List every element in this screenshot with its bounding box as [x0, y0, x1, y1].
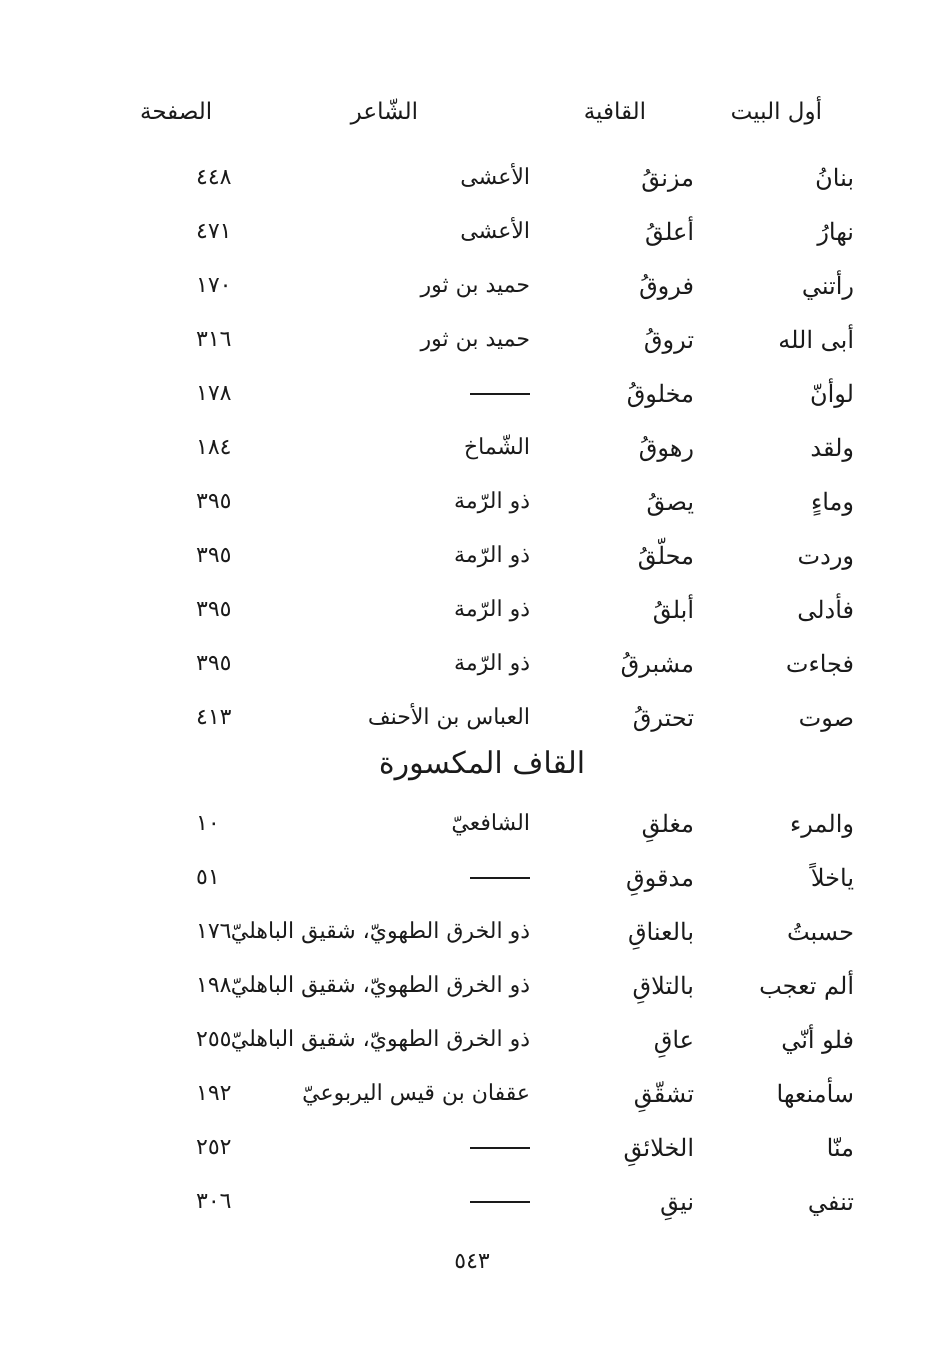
table-row — [0, 644, 944, 684]
rhyme: مغلقِ — [641, 810, 694, 838]
page-ref: ٣٩٥ — [196, 543, 232, 568]
table-row — [0, 1128, 944, 1168]
rhyme: الخلائقِ — [623, 1134, 694, 1162]
rhyme: محلّقُ — [637, 542, 694, 570]
first-word: ألم تعجب — [759, 972, 854, 1000]
page-ref: ١٧٠ — [196, 273, 232, 298]
poet: الأعشى — [460, 165, 530, 190]
table-row — [0, 590, 944, 630]
unknown-poet-dash — [470, 393, 530, 395]
table-row — [0, 858, 944, 898]
poet: عقفان بن قيس اليربوعيّ — [302, 1081, 530, 1106]
page-ref: ٤٧١ — [196, 219, 232, 244]
first-word: حسبتُ — [786, 918, 854, 946]
column-header — [0, 92, 944, 132]
table-row — [0, 266, 944, 306]
first-word: تنفي — [807, 1188, 854, 1216]
table-row — [0, 482, 944, 522]
poet: ذو الخرق الطهويّ، شقيق الباهليّ — [230, 973, 530, 998]
header-first-word: أول البيت — [730, 99, 822, 125]
rhyme: مزنقُ — [641, 164, 694, 192]
rhyme: تروقُ — [643, 326, 694, 354]
table-row — [0, 1182, 944, 1222]
first-word: فأدلى — [797, 596, 854, 624]
rhyme: أبلقُ — [652, 596, 694, 624]
page-ref: ٢٥٥ — [196, 1027, 232, 1052]
first-word: بنانُ — [815, 164, 854, 192]
first-word: لوأنّ — [809, 380, 854, 408]
section-title — [0, 742, 944, 786]
page-ref: ٢٥٢ — [196, 1135, 232, 1160]
poet — [470, 374, 530, 414]
table-row — [0, 698, 944, 738]
poet: ذو الرّمة — [454, 651, 530, 676]
table-row — [0, 912, 944, 952]
poet — [470, 858, 530, 898]
rhyme: أعلقُ — [645, 218, 694, 246]
first-word: والمرء — [790, 810, 854, 838]
page-ref: ١٩٢ — [196, 1081, 232, 1106]
rhyme: مخلوقُ — [626, 380, 694, 408]
page-ref: ١٠ — [196, 811, 220, 836]
page-ref: ٣١٦ — [196, 327, 232, 352]
poet: ذو الخرق الطهويّ، شقيق الباهليّ — [230, 1027, 530, 1052]
first-word: فلو أنّي — [781, 1026, 854, 1054]
rhyme: نيقِ — [660, 1188, 694, 1216]
first-word: ولقد — [810, 434, 854, 462]
page-ref: ٣٩٥ — [196, 597, 232, 622]
poet: ذو الخرق الطهويّ، شقيق الباهليّ — [230, 919, 530, 944]
table-row — [0, 320, 944, 360]
unknown-poet-dash — [470, 1201, 530, 1203]
first-word: ياخلاً — [810, 864, 854, 892]
table-row — [0, 158, 944, 198]
header-poet: الشّاعر — [350, 99, 418, 125]
first-word: وماءٍ — [810, 488, 854, 516]
first-word: منّا — [826, 1134, 854, 1162]
page-ref: ٤١٣ — [196, 705, 232, 730]
rhyme: بالعناقِ — [627, 918, 694, 946]
header-rhyme: القافية — [583, 99, 646, 125]
table-row — [0, 212, 944, 252]
page-ref: ٣٠٦ — [196, 1189, 232, 1214]
poet: ذو الرّمة — [454, 489, 530, 514]
page-number: ٥٤٣ — [454, 1249, 490, 1274]
rhyme: تشقّقِ — [633, 1080, 694, 1108]
rhyme: رهوقُ — [638, 434, 694, 462]
table-row — [0, 804, 944, 844]
table-row — [0, 1074, 944, 1114]
page-ref: ٤٤٨ — [196, 165, 232, 190]
poet: حميد بن ثور — [420, 327, 530, 352]
poet: العباس بن الأحنف — [367, 705, 530, 730]
table-row — [0, 1020, 944, 1060]
page-ref: ١٩٨ — [196, 973, 232, 998]
rhyme: يصقُ — [646, 488, 694, 516]
rhyme: تحترقُ — [632, 704, 694, 732]
first-word: رأتني — [801, 272, 854, 300]
page-ref: ١٧٨ — [196, 381, 232, 406]
first-word: سأمنعها — [776, 1080, 854, 1108]
table-row — [0, 374, 944, 414]
first-word: نهارُ — [817, 218, 854, 246]
rhyme: مدقوقِ — [626, 864, 694, 892]
first-word: فجاءت — [785, 650, 854, 678]
unknown-poet-dash — [470, 877, 530, 879]
poet: الشّماخ — [463, 435, 530, 460]
table-row — [0, 428, 944, 468]
rhyme: فروقُ — [639, 272, 694, 300]
poet: الشافعيّ — [451, 811, 530, 836]
rhyme: مشبرقُ — [620, 650, 694, 678]
first-word: صوت — [798, 704, 854, 732]
poet — [470, 1182, 530, 1222]
page-ref: ١٨٤ — [196, 435, 232, 460]
poet: ذو الرّمة — [454, 543, 530, 568]
page-ref: ٥١ — [196, 865, 220, 890]
first-word: أبى الله — [778, 326, 854, 354]
table-row — [0, 536, 944, 576]
poet — [470, 1128, 530, 1168]
poet: حميد بن ثور — [420, 273, 530, 298]
poet: ذو الرّمة — [454, 597, 530, 622]
first-word: وردت — [797, 542, 854, 570]
header-page: الصفحة — [140, 99, 213, 125]
page-ref: ٣٩٥ — [196, 651, 232, 676]
rhyme: عاقِ — [653, 1026, 694, 1054]
unknown-poet-dash — [470, 1147, 530, 1149]
table-row — [0, 966, 944, 1006]
poet: الأعشى — [460, 219, 530, 244]
rhyme: بالتلاقِ — [632, 972, 694, 1000]
page-ref: ١٧٦ — [196, 919, 232, 944]
page-ref: ٣٩٥ — [196, 489, 232, 514]
section-title-text: القاف المكسورة — [378, 746, 586, 781]
